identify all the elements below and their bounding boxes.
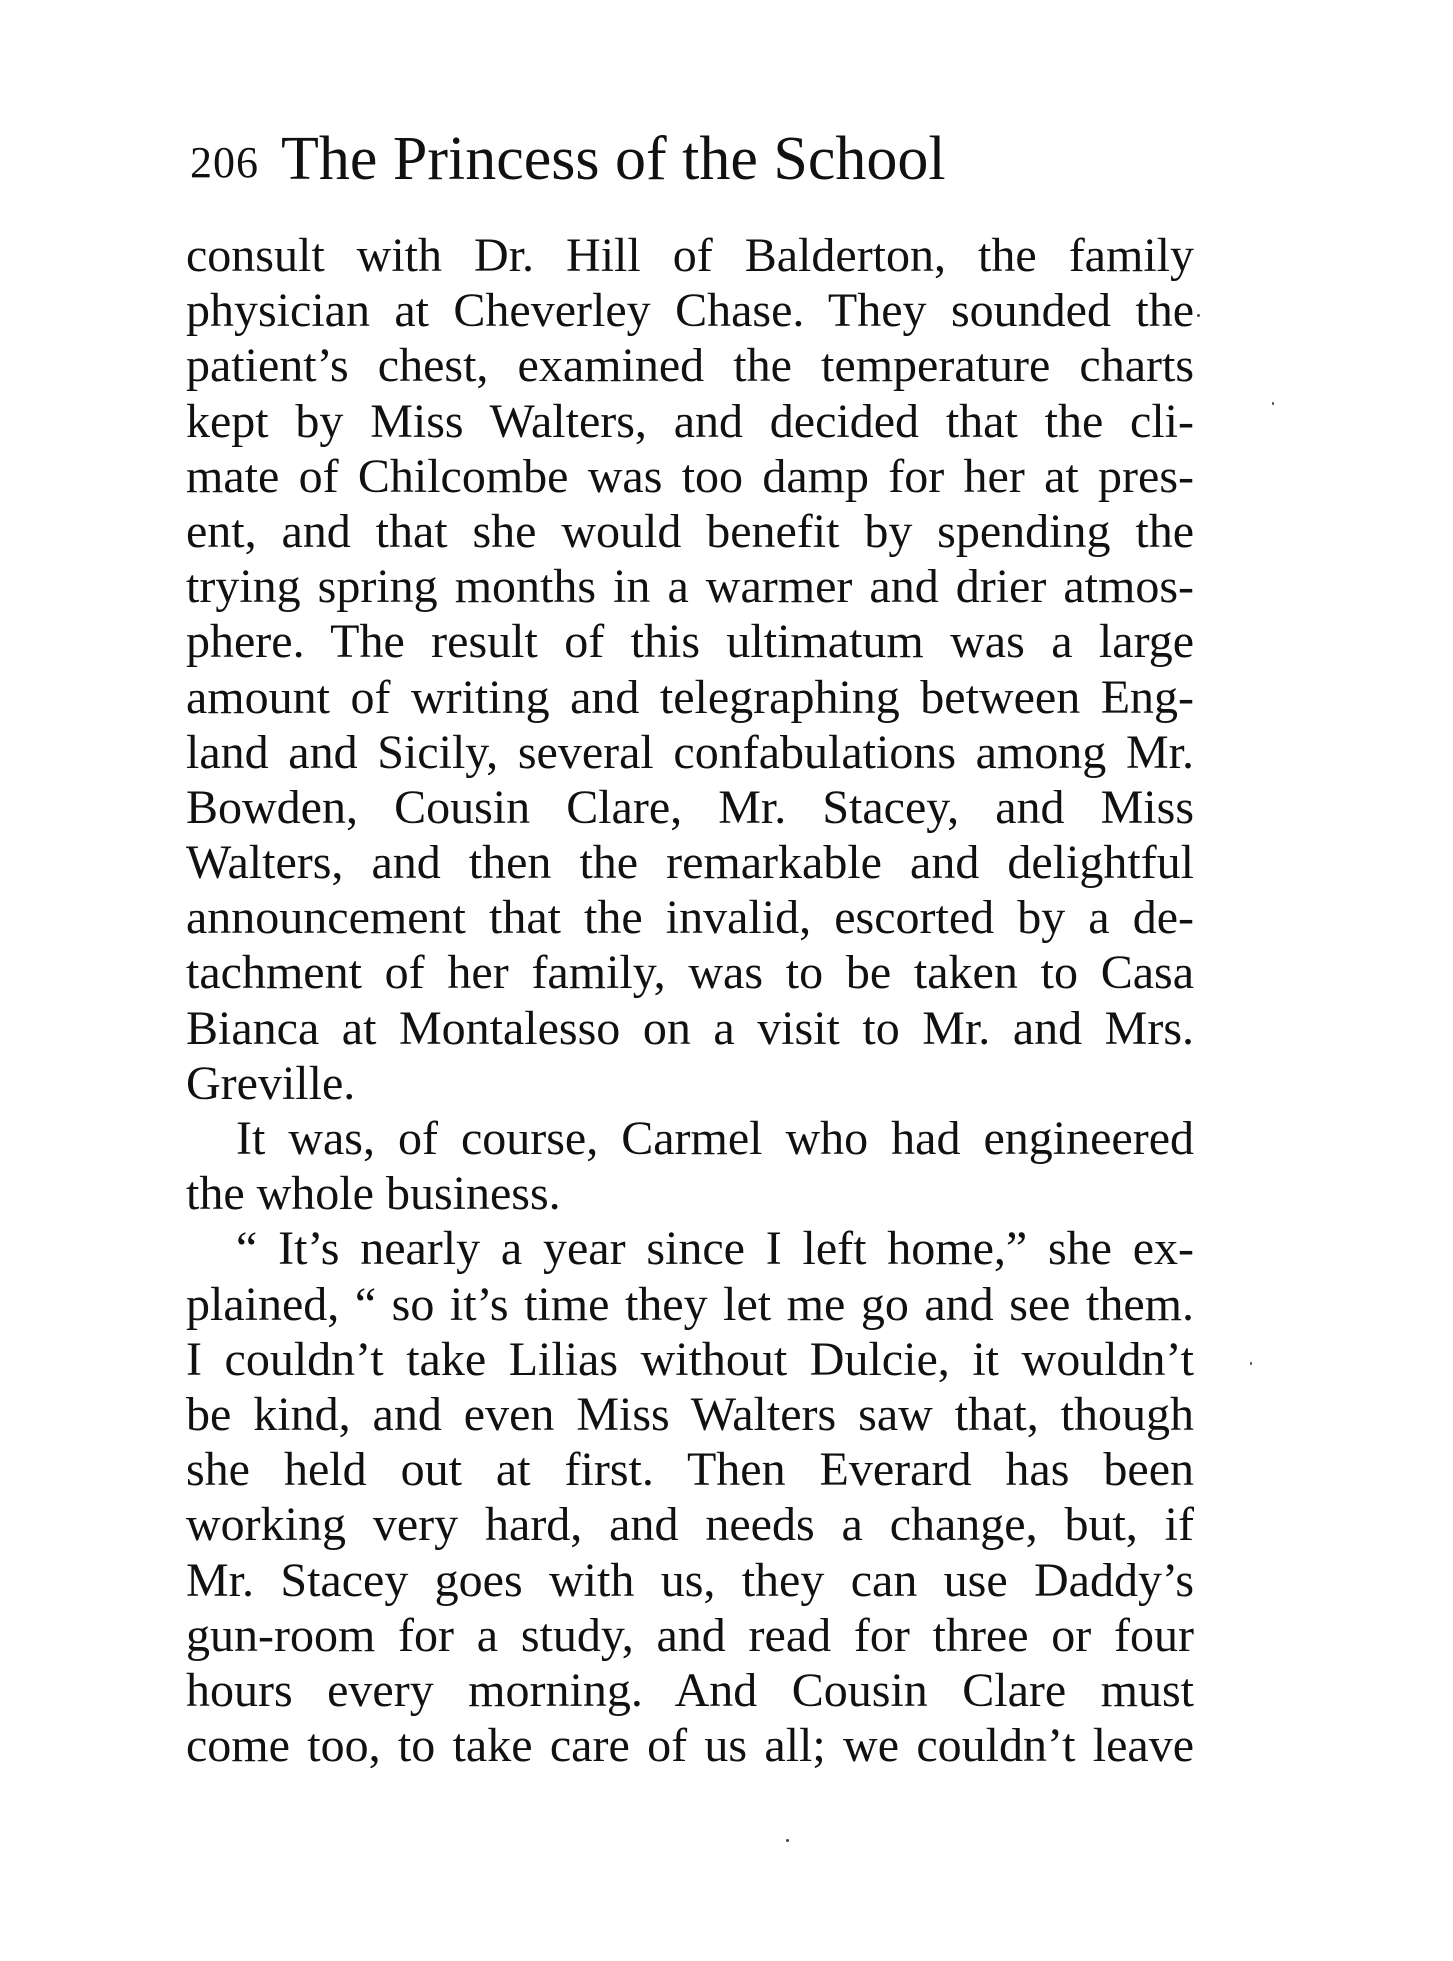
text-line: Mr. Stacey goes with us, they can use Daddy’s: [186, 1553, 1194, 1607]
text-line: patient’s chest, examined the temperature charts: [186, 339, 1194, 393]
page-number: 206: [190, 138, 259, 187]
text-line: Bianca at Montalesso on a visit to Mr. and Mrs.: [186, 1001, 1194, 1055]
text-line: announcement that the invalid, escorted by a de-: [186, 891, 1194, 945]
text-line: phere. The result of this ultimatum was a large: [186, 615, 1194, 669]
text-line: tachment of her family, was to be taken to Casa: [186, 946, 1194, 1000]
text-line: hours every morning. And Cousin Clare must: [186, 1663, 1194, 1717]
text-line: Bowden, Cousin Clare, Mr. Stacey, and Miss: [186, 780, 1194, 834]
text-line: come too, to take care of us all; we couldn’t leave: [186, 1719, 1194, 1773]
body-text: [186, 228, 1194, 1773]
text-line: she held out at first. Then Everard has been: [186, 1443, 1194, 1497]
scan-speck: [1272, 402, 1274, 405]
text-line: It was, of course, Carmel who had engineered: [236, 1112, 1194, 1165]
text-line: I couldn’t take Lilias without Dulcie, it wouldn’t: [186, 1332, 1194, 1386]
text-line: Walters, and then the remarkable and delightful: [186, 836, 1194, 890]
scan-speck: [1197, 314, 1200, 317]
text-line: Greville.: [186, 1056, 356, 1110]
text-line: land and Sicily, several confabulations among Mr.: [186, 725, 1194, 779]
scan-speck: [786, 1839, 789, 1842]
text-line: kept by Miss Walters, and decided that the cli-: [186, 394, 1194, 448]
text-line: mate of Chilcombe was too damp for her at pres-: [186, 449, 1194, 503]
text-line: trying spring months in a warmer and drier atmos-: [186, 560, 1194, 614]
text-line: gun-room for a study, and read for three or four: [186, 1608, 1194, 1662]
running-title: The Princess of the School: [281, 125, 946, 193]
running-header: [190, 124, 946, 200]
text-line: working very hard, and needs a change, but, if: [186, 1498, 1194, 1552]
scan-speck: [1250, 1362, 1252, 1365]
text-line: amount of writing and telegraphing between Eng-: [186, 670, 1194, 724]
text-line: “ It’s nearly a year since I left home,” she ex-: [236, 1222, 1194, 1276]
text-line: physician at Cheverley Chase. They sounded the: [186, 284, 1194, 338]
text-line: be kind, and even Miss Walters saw that, though: [186, 1387, 1194, 1441]
text-line: ent, and that she would benefit by spending the: [186, 504, 1194, 558]
text-line: the whole business.: [186, 1167, 561, 1221]
text-line: plained, “ so it’s time they let me go and see them.: [186, 1277, 1194, 1331]
text-line: consult with Dr. Hill of Balderton, the family: [186, 229, 1194, 282]
